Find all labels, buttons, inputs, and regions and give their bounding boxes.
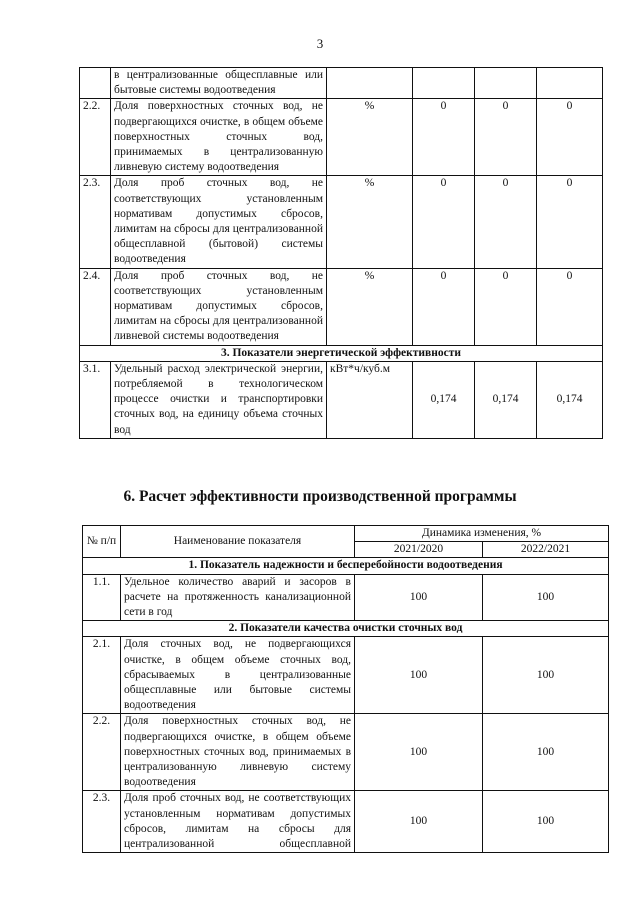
value-cell: 100 [483, 714, 609, 791]
value-cell: 100 [355, 714, 483, 791]
table-row [80, 268, 603, 345]
value-cell [475, 68, 537, 99]
value-cell: 0 [537, 176, 603, 268]
value-cell: 100 [355, 574, 483, 621]
row-number: 3.1. [80, 361, 111, 438]
row-number: 2.1. [83, 637, 121, 714]
header-year: 2022/2021 [483, 542, 609, 558]
row-number: 2.3. [80, 176, 111, 268]
section-header-row [83, 558, 609, 574]
indicator-name: Удельное количество аварий и засоров в расчете на протяженность канализационной сети в год [121, 574, 355, 621]
unit-cell: % [327, 176, 413, 268]
section-title: 1. Показатель надежности и бесперебойности водоотведения [83, 558, 609, 574]
value-cell: 0 [413, 99, 475, 176]
table-row [80, 176, 603, 268]
section-title: 3. Показатели энергетической эффективности [80, 345, 603, 361]
indicator-name: Удельный расход электрической энергии, потребляемой в технологическом процессе очистки и транспортировки сточных вод, на единицу объема сточных вод [111, 361, 327, 438]
header-dynamics: Динамика изменения, % [355, 526, 609, 542]
value-cell: 0 [413, 268, 475, 345]
indicator-name: Доля проб сточных вод, не соответствующих установленным нормативам допустимых сбросов, лимитам на сбросы для централизованной общесплавной [121, 791, 355, 853]
table-row [80, 99, 603, 176]
indicator-name: Доля проб сточных вод, не соответствующих установленным нормативам допустимых сбросов, лимитам на сбросы для централизованной общесплавной (бытовой) системы водоотведения [111, 176, 327, 268]
section-header-row [80, 345, 603, 361]
section-header-row [83, 621, 609, 637]
section-heading: 6. Расчет эффективности производственной программы [123, 488, 517, 505]
indicator-name: в централизованные общесплавные или бытовые системы водоотведения [111, 68, 327, 99]
value-cell: 0 [475, 176, 537, 268]
unit-cell: % [327, 99, 413, 176]
table-row [83, 714, 609, 791]
indicator-name: Доля поверхностных сточных вод, не подвергающихся очистке, в общем объеме поверхностных сточных вод, принимаемых в централизованную ливневую систему водоотведения [121, 714, 355, 791]
value-cell: 0 [537, 99, 603, 176]
value-cell: 0 [537, 268, 603, 345]
section-title: 2. Показатели качества очистки сточных вод [83, 621, 609, 637]
header-year: 2021/2020 [355, 542, 483, 558]
value-cell: 0 [413, 176, 475, 268]
indicator-name: Доля проб сточных вод, не соответствующих установленным нормативам допустимых сбросов, лимитам на сбросы для централизованной ливневой системы водоотведения [111, 268, 327, 345]
value-cell: 100 [483, 791, 609, 853]
value-cell [537, 68, 603, 99]
row-number: 2.3. [83, 791, 121, 853]
row-number: 1.1. [83, 574, 121, 621]
value-cell: 100 [355, 791, 483, 853]
indicator-name: Доля сточных вод, не подвергающихся очистке, в общем объеме сточных вод, сбрасываемых в централизованные общесплавные или бытовые системы водоотведения [121, 637, 355, 714]
unit-cell: кВт*ч/куб.м [327, 361, 413, 438]
value-cell: 100 [483, 574, 609, 621]
header-indicator-name: Наименование показателя [121, 526, 355, 558]
value-cell: 0 [475, 268, 537, 345]
value-cell: 100 [483, 637, 609, 714]
unit-cell: % [327, 268, 413, 345]
table-row [83, 637, 609, 714]
value-cell: 0,174 [537, 361, 603, 438]
header-number: № п/п [83, 526, 121, 558]
efficiency-table [82, 525, 609, 853]
indicator-name: Доля поверхностных сточных вод, не подвергающихся очистке, в общем объеме поверхностных сточных вод, принимаемых в централизованную ливневую систему водоотведения [111, 99, 327, 176]
table-row [80, 361, 603, 438]
value-cell: 0,174 [475, 361, 537, 438]
row-number: 2.2. [80, 99, 111, 176]
unit-cell [327, 68, 413, 99]
value-cell: 0,174 [413, 361, 475, 438]
table-row [83, 791, 609, 853]
row-number [80, 68, 111, 99]
value-cell: 100 [355, 637, 483, 714]
page-number: 3 [316, 36, 324, 51]
header-row [83, 526, 609, 542]
value-cell [413, 68, 475, 99]
row-number: 2.4. [80, 268, 111, 345]
row-number: 2.2. [83, 714, 121, 791]
table-row [80, 68, 603, 99]
table-row [83, 574, 609, 621]
value-cell: 0 [475, 99, 537, 176]
indicators-table-continued [79, 67, 603, 439]
